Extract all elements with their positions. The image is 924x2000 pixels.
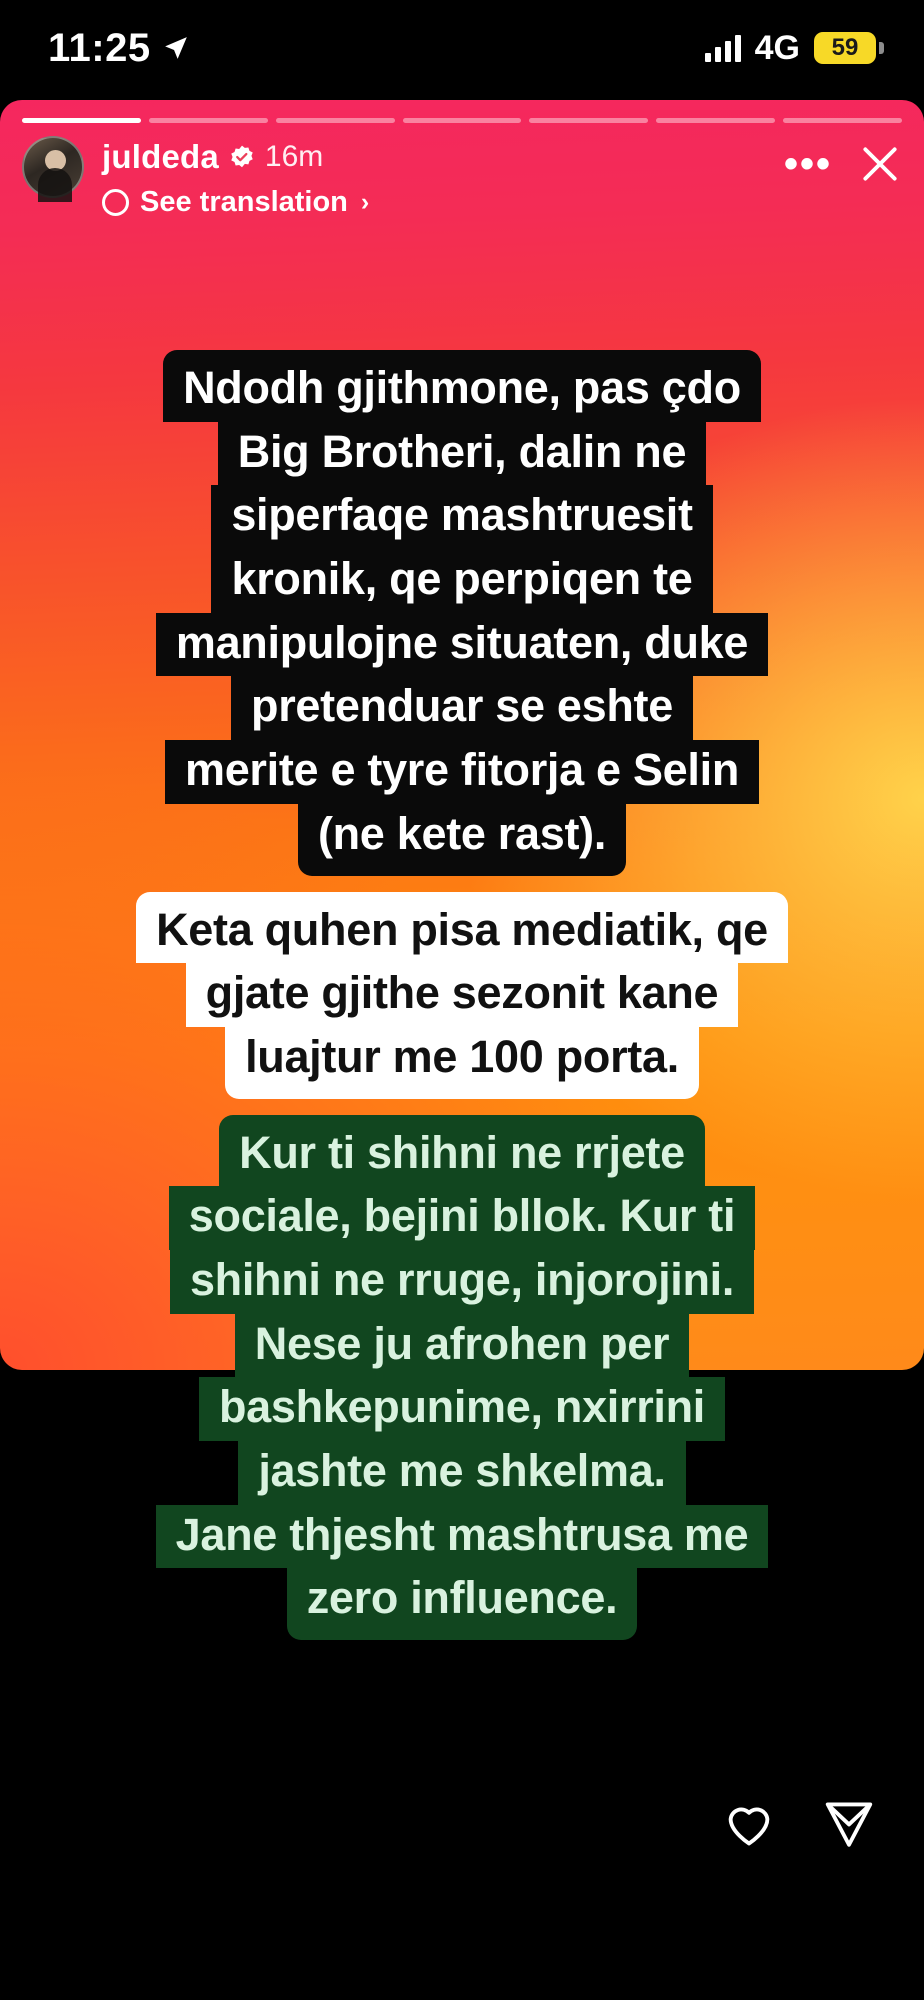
text-line: Big Brotheri, dalin ne [218, 422, 706, 486]
text-line: Kur ti shihni ne rrjete [219, 1115, 705, 1187]
battery-indicator [814, 32, 876, 64]
progress-segment[interactable] [22, 118, 141, 123]
bottom-action-buttons [720, 1794, 878, 1852]
story-author-row [102, 138, 784, 176]
text-line: bashkepunime, nxirrini [199, 1377, 725, 1441]
status-bar [0, 0, 924, 96]
status-time: 11:25 [48, 25, 151, 70]
network-type-label: 4G [754, 28, 800, 67]
text-line: (ne kete rast). [298, 804, 626, 876]
progress-segment[interactable] [783, 118, 902, 123]
text-line: manipulojne situaten, duke [156, 613, 768, 677]
progress-segment[interactable] [529, 118, 648, 123]
text-block-3 [156, 1115, 769, 1641]
text-line: shihni ne rruge, injorojini. [170, 1250, 754, 1314]
text-line: Jane thjesht mashtrusa me [156, 1505, 769, 1569]
progress-segment[interactable] [276, 118, 395, 123]
more-options-button[interactable]: ••• [783, 142, 832, 186]
text-line: jashte me shkelma. [238, 1441, 685, 1505]
verified-badge-icon [229, 144, 255, 170]
story-progress-bar [22, 118, 902, 123]
text-line: Ndodh gjithmone, pas çdo [163, 350, 761, 422]
progress-segment[interactable] [403, 118, 522, 123]
cellular-signal-icon [705, 34, 741, 62]
status-bar-right [705, 29, 876, 68]
username-label[interactable]: juldeda [102, 138, 219, 175]
story-header-actions [784, 136, 902, 186]
battery-percent-label: 59 [831, 34, 859, 61]
progress-segment[interactable] [656, 118, 775, 123]
see-translation-button[interactable] [102, 186, 784, 219]
location-arrow-icon [163, 35, 189, 61]
chevron-right-icon: › [360, 188, 370, 216]
text-line: merite e tyre fitorja e Selin [165, 740, 759, 804]
status-bar-left [48, 26, 189, 71]
progress-segment[interactable] [149, 118, 268, 123]
text-line: kronik, qe perpiqen te [211, 549, 712, 613]
text-line: sociale, bejini bllok. Kur ti [169, 1186, 755, 1250]
text-line: zero influence. [287, 1568, 638, 1640]
text-line: Nese ju afrohen per [235, 1314, 689, 1378]
story-header [22, 136, 902, 219]
see-translation-label: See translation [140, 186, 348, 218]
text-block-1 [156, 350, 768, 876]
send-icon[interactable] [820, 1794, 878, 1852]
text-block-2 [136, 892, 788, 1099]
text-line: pretenduar se eshte [231, 676, 693, 740]
text-line: luajtur me 100 porta. [225, 1027, 699, 1099]
story-timestamp: 16m [264, 140, 324, 173]
text-line: Keta quhen pisa mediatik, qe [136, 892, 788, 964]
heart-icon[interactable] [720, 1794, 778, 1852]
avatar[interactable] [22, 136, 84, 198]
story-card[interactable] [0, 100, 924, 1624]
story-text-blocks [0, 350, 924, 1640]
translate-icon [102, 189, 129, 216]
close-icon[interactable] [858, 142, 902, 186]
story-header-text [102, 136, 784, 219]
text-line: siperfaqe mashtruesit [211, 485, 712, 549]
text-line: gjate gjithe sezonit kane [186, 963, 739, 1027]
